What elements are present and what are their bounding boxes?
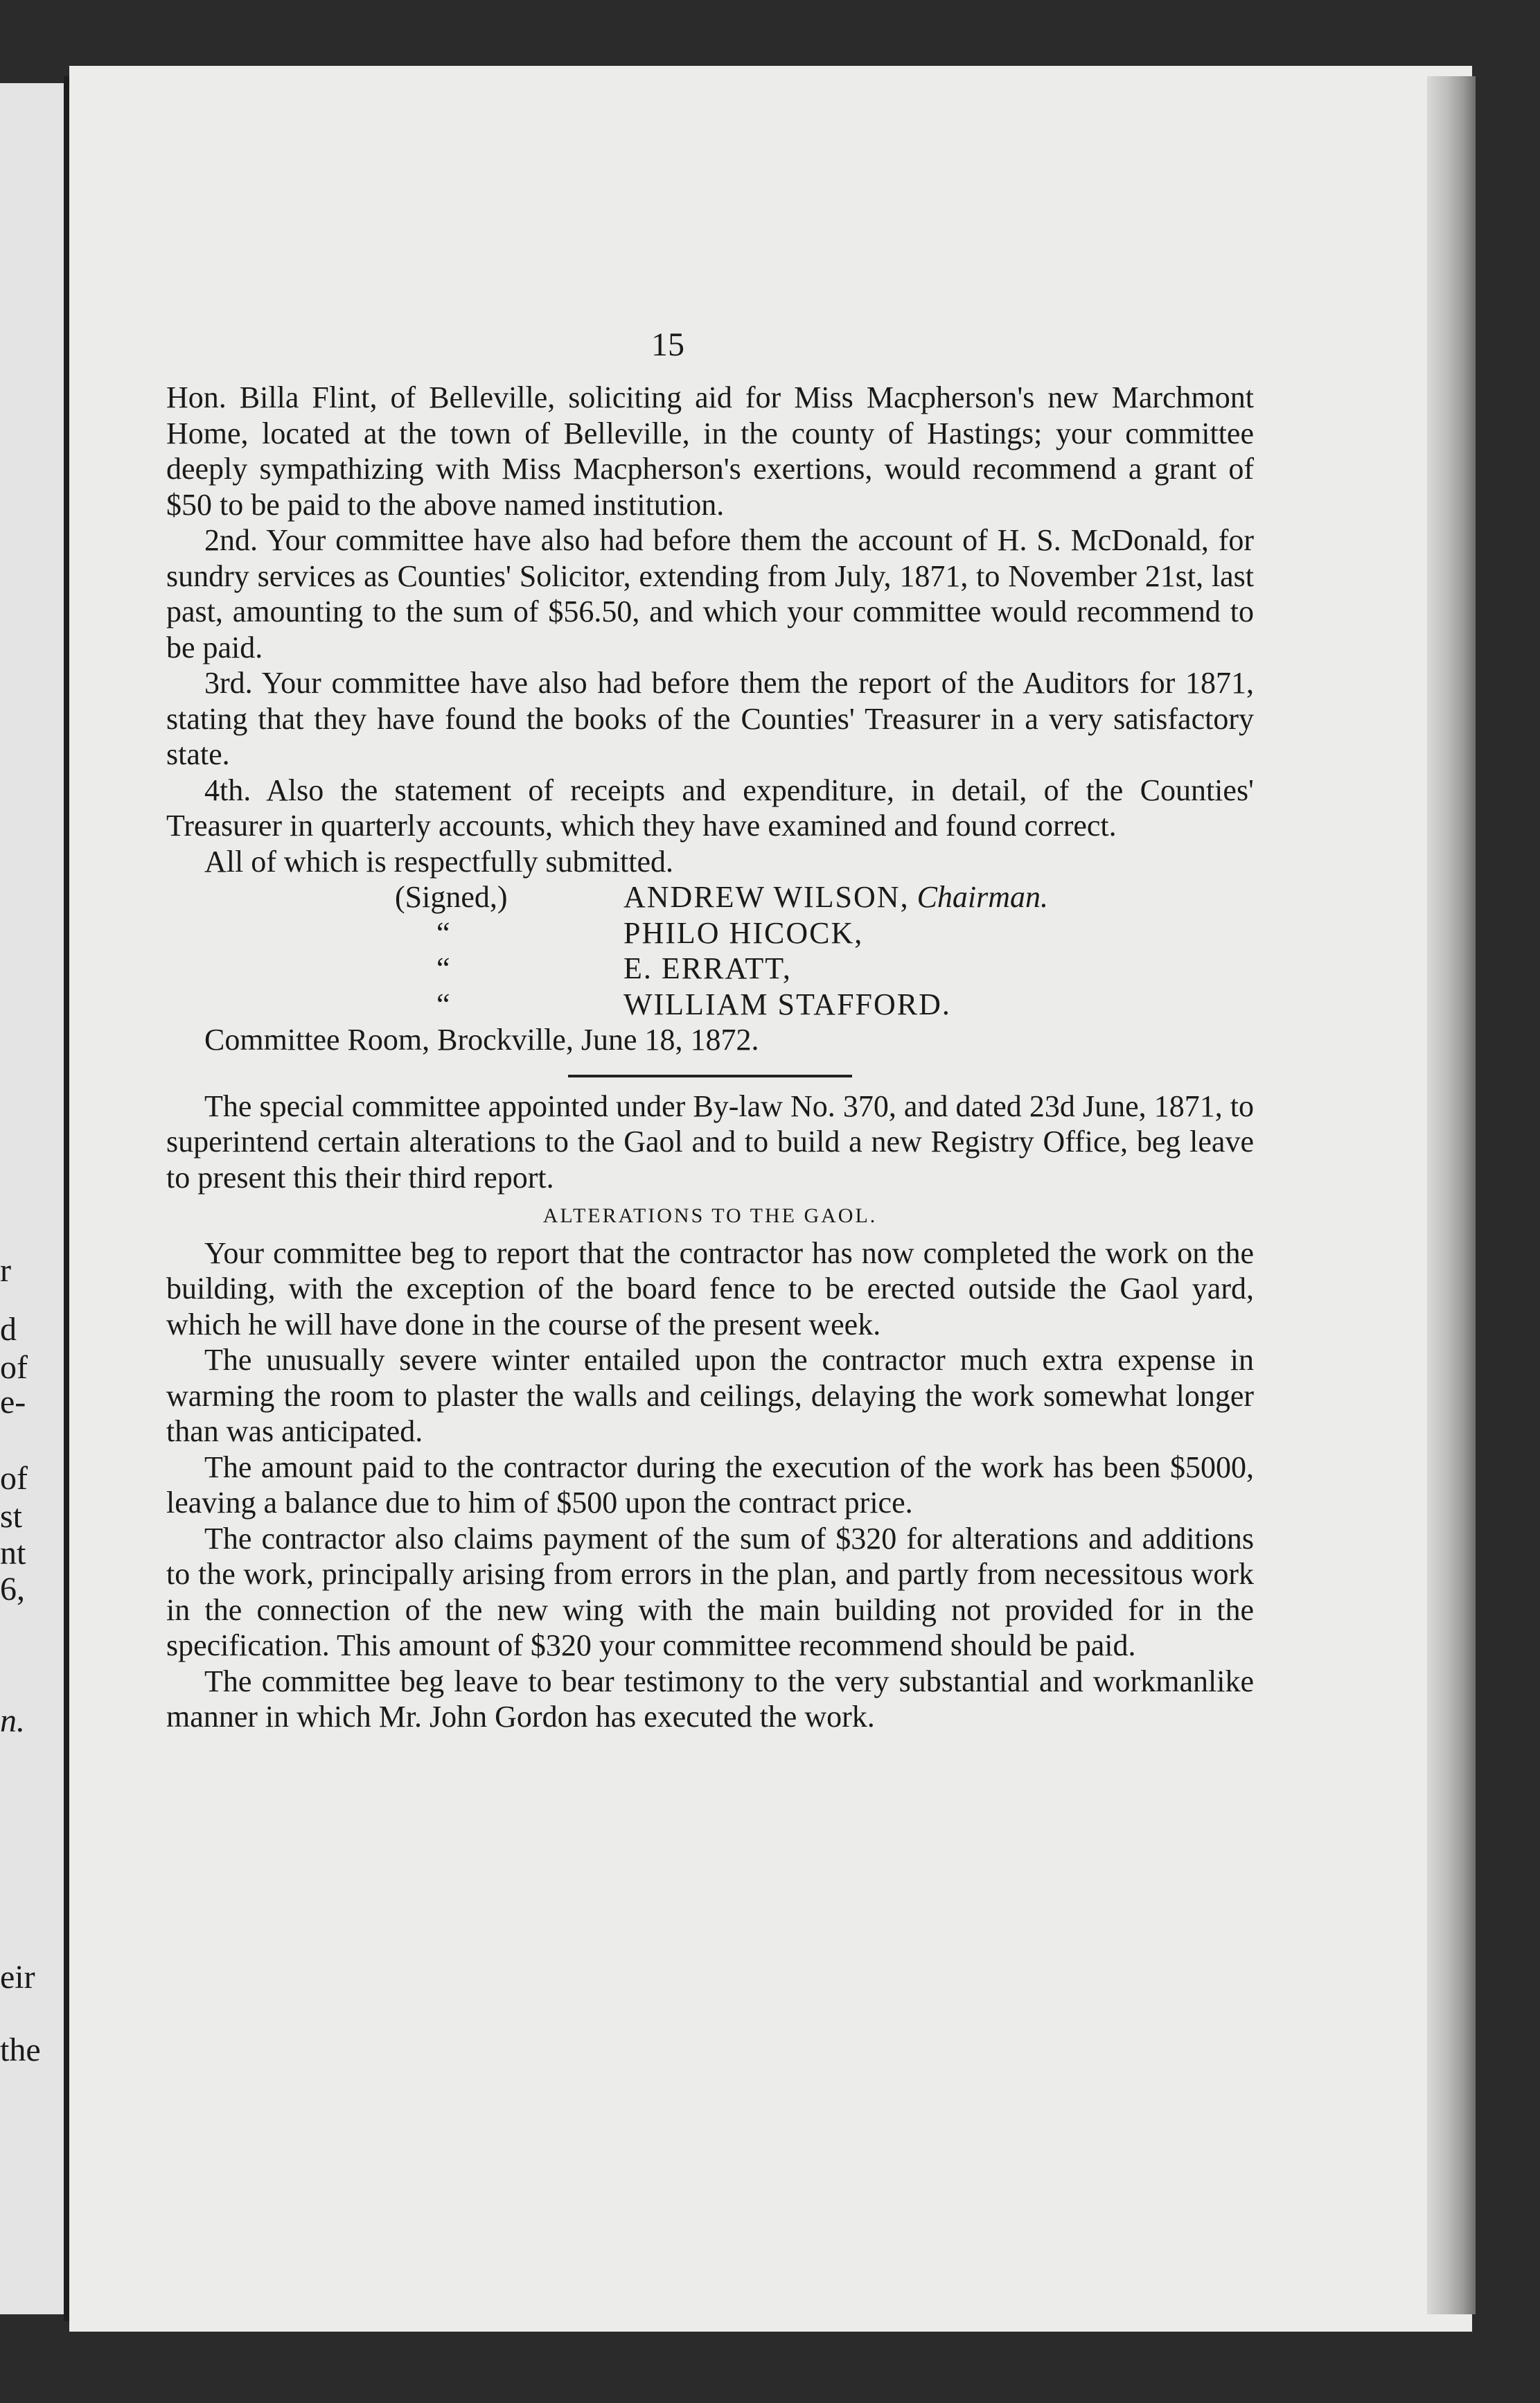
paragraph: The unusually severe winter entailed upon the contractor much extra expense in warming the room to plaster the walls and ceilings, delaying the work somewhat longer than was anticipated.: [166, 1343, 1254, 1448]
signature-block: [395, 879, 1254, 1022]
signature-mark: “: [436, 951, 450, 985]
facing-page-fragment: d: [0, 1311, 17, 1348]
facing-page-fragment: eir: [0, 1959, 35, 1996]
paragraph: 4th. Also the statement of receipts and expenditure, in detail, of the Counties' Treasurer in quarterly accounts, which they have examined and found correct.: [166, 773, 1254, 843]
facing-page-fragment: st: [0, 1498, 23, 1535]
signature-mark: “: [436, 987, 450, 1021]
place-and-date: Committee Room, Brockville, June 18, 1872.: [204, 1023, 759, 1057]
paragraph: Your committee beg to report that the contractor has now completed the work on the building, with the exception of the board fence to be erected outside the Gaol yard, which he will have done in the course of the present week.: [166, 1235, 1254, 1341]
paragraph: The amount paid to the contractor during the execution of the work has been $5000, leaving a balance due to him of $500 upon the contract price.: [166, 1450, 1254, 1520]
facing-page-fragment: nt: [0, 1535, 26, 1572]
facing-page-edge: [0, 83, 66, 2314]
facing-page-fragment: 6,: [0, 1571, 25, 1608]
section-heading: ALTERATIONS TO THE GAOL.: [542, 1204, 878, 1227]
paragraph: All of which is respectfully submitted.: [204, 844, 673, 879]
paragraph: Hon. Billa Flint, of Belleville, soliciting aid for Miss Macpherson's new Marchmont Home, located at the town of Belleville, in the county of Hastings; your committee deeply sympathizing with Miss Macpherson's exertions, would recommend a grant of $50 to be paid to the above named institution.: [166, 380, 1254, 522]
signature-mark: (Signed,): [395, 880, 508, 914]
facing-page-fragment: e-: [0, 1384, 26, 1420]
paragraph: The special committee appointed under By-law No. 370, and dated 23d June, 1871, to superintend certain alterations to the Gaol and to build a new Registry Office, beg leave to present this their third report.: [166, 1089, 1254, 1195]
facing-page-fragment: the: [0, 2032, 41, 2068]
facing-page-fragment: of: [0, 1349, 28, 1386]
paragraph: The contractor also claims payment of the sum of $320 for alterations and additions to the work, principally arising from errors in the plan, and partly from necessitous work in the connection of the new wing with the main building not provided for in the specification. This amount of $320 your committee recommend should be paid.: [166, 1521, 1254, 1662]
signatory-name: E. ERRATT,: [623, 951, 792, 985]
section-divider: [568, 1075, 852, 1077]
signatory-name: PHILO HICOCK,: [623, 915, 864, 950]
signatory-name: WILLIAM STAFFORD.: [623, 987, 951, 1021]
signatory-name: ANDREW WILSON,: [623, 880, 910, 914]
page-number: 15: [651, 326, 684, 363]
page-edge-shadow: [1427, 76, 1476, 2314]
paragraph: 2nd. Your committee have also had before them the account of H. S. McDonald, for sundry services as Counties' Solicitor, extending from July, 1871, to November 21st, last past, amounting to the sum of $56.50, and which your committee would recommend to be paid.: [166, 523, 1254, 664]
facing-page-fragment: n.: [0, 1702, 25, 1739]
facing-page-fragment: r: [0, 1252, 11, 1289]
signatory-role: Chairman.: [917, 880, 1049, 914]
signature-mark: “: [436, 915, 450, 950]
page-body: [166, 319, 1254, 1735]
book-gutter: [64, 76, 69, 2321]
paragraph: 3rd. Your committee have also had before them the report of the Auditors for 1871, stating that they have found the books of the Counties' Treasurer in a very satisfactory state.: [166, 666, 1254, 771]
facing-page-fragment: of: [0, 1460, 28, 1497]
paragraph: The committee beg leave to bear testimony to the very substantial and workmanlike manner in which Mr. John Gordon has executed the work.: [166, 1664, 1254, 1734]
